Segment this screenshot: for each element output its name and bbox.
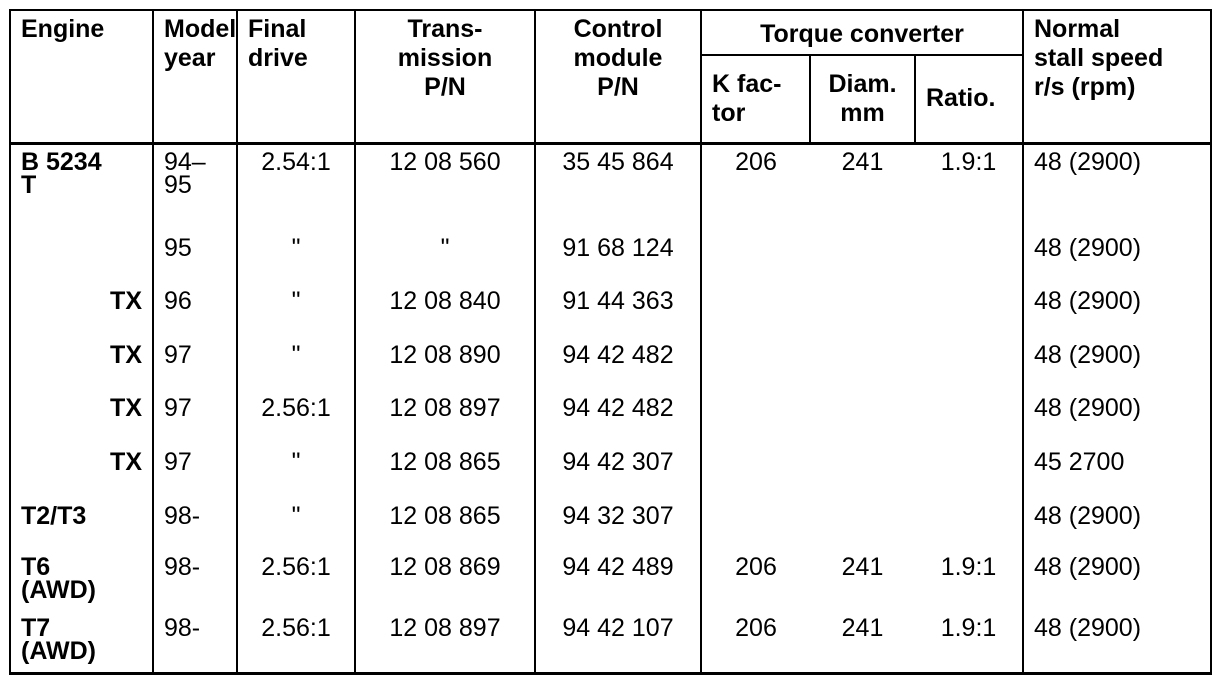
final-drive-cell: 2.56:1 — [237, 391, 355, 444]
k-factor-cell: 206 — [701, 143, 810, 231]
final-drive-cell: " — [237, 445, 355, 500]
engine-cell: TX — [10, 445, 153, 500]
transmission-cell: 12 08 869 — [355, 550, 535, 611]
stall-speed-cell: 48 (2900) — [1023, 338, 1211, 391]
diam-cell — [810, 445, 915, 500]
control-module-cell: 94 42 107 — [535, 611, 701, 673]
engine-cell: TX — [10, 338, 153, 391]
header-final-drive: Final drive — [237, 10, 355, 143]
control-module-cell: 94 42 489 — [535, 550, 701, 611]
ratio-cell: 1.9:1 — [915, 550, 1023, 611]
k-factor-cell — [701, 284, 810, 337]
model-year-cell: 97 — [153, 445, 237, 500]
model-year-cell: 97 — [153, 391, 237, 444]
table-row — [10, 143, 1211, 231]
control-module-cell: 91 68 124 — [535, 231, 701, 284]
stall-speed-cell: 48 (2900) — [1023, 611, 1211, 673]
model-year-cell: 95 — [153, 231, 237, 284]
final-drive-cell: " — [237, 284, 355, 337]
table-row — [10, 284, 1211, 337]
model-year-cell: 98- — [153, 499, 237, 550]
table-body — [10, 143, 1211, 674]
diam-cell: 241 — [841, 147, 884, 176]
header-k-factor: K fac- tor — [701, 55, 810, 143]
final-drive-cell: " — [237, 338, 355, 391]
table-row — [10, 231, 1211, 284]
control-module-cell: 94 42 482 — [535, 338, 701, 391]
ratio-cell: 1.9:1 — [915, 143, 1023, 231]
engine-cell: B 5234 T — [10, 143, 153, 231]
header-torque-converter: Torque converter — [701, 10, 1023, 55]
final-drive-cell: 2.56:1 — [237, 550, 355, 611]
diam-cell: 241 — [841, 553, 884, 582]
control-module-cell: 35 45 864 — [535, 143, 701, 231]
header-transmission: Trans- mission P/N — [355, 10, 535, 143]
ratio-cell — [915, 445, 1023, 500]
transmission-cell: 12 08 897 — [355, 391, 535, 444]
spec-table — [9, 9, 1212, 675]
header-ratio: Ratio. — [915, 55, 1023, 143]
ratio-cell: 1.9:1 — [915, 611, 1023, 673]
engine-cell — [10, 231, 153, 284]
control-module-cell: 94 42 482 — [535, 391, 701, 444]
engine-cell: T7 (AWD) — [10, 611, 153, 673]
ratio-cell — [915, 338, 1023, 391]
transmission-cell: 12 08 865 — [355, 499, 535, 550]
diam-cell — [810, 284, 915, 337]
ratio-cell — [915, 499, 1023, 550]
model-year-cell: 96 — [153, 284, 237, 337]
ratio-cell — [915, 391, 1023, 444]
table-row — [10, 445, 1211, 500]
k-factor-cell: 206 — [701, 611, 810, 673]
k-factor-cell — [701, 499, 810, 550]
control-module-cell: 91 44 363 — [535, 284, 701, 337]
diam-cell — [810, 338, 915, 391]
final-drive-cell: 2.56:1 — [237, 611, 355, 673]
stall-speed-cell: 48 (2900) — [1023, 550, 1211, 611]
diam-cell — [810, 391, 915, 444]
engine-cell: TX — [10, 391, 153, 444]
final-drive-cell: 2.54:1 — [237, 143, 355, 231]
header-control-module: Control module P/N — [535, 10, 701, 143]
stall-speed-cell: 48 (2900) — [1023, 284, 1211, 337]
stall-speed-cell: 48 (2900) — [1023, 143, 1211, 231]
header-engine: Engine — [10, 10, 153, 143]
model-year-cell: 97 — [153, 338, 237, 391]
header-model-year: Model year — [153, 10, 237, 143]
transmission-cell: 12 08 840 — [355, 284, 535, 337]
final-drive-cell: " — [237, 231, 355, 284]
ratio-cell — [915, 284, 1023, 337]
header-stall-speed: Normal stall speed r/s (rpm) — [1023, 10, 1211, 143]
stall-speed-cell: 48 (2900) — [1023, 391, 1211, 444]
transmission-cell: 12 08 897 — [355, 611, 535, 673]
model-year-cell: 98- — [153, 550, 237, 611]
table-row — [10, 611, 1211, 673]
engine-cell: T6 (AWD) — [10, 550, 153, 611]
final-drive-cell: " — [237, 499, 355, 550]
control-module-cell: 94 42 307 — [535, 445, 701, 500]
stall-speed-cell: 48 (2900) — [1023, 499, 1211, 550]
model-year-cell: 94– 95 — [153, 143, 237, 231]
table-row — [10, 499, 1211, 550]
diam-cell: 241 — [810, 611, 915, 673]
engine-cell: T2/T3 — [10, 499, 153, 550]
table-row — [10, 338, 1211, 391]
ratio-cell — [915, 231, 1023, 284]
control-module-cell: 94 32 307 — [535, 499, 701, 550]
transmission-cell: " — [355, 231, 535, 284]
transmission-cell: 12 08 560 — [355, 143, 535, 231]
k-factor-cell — [701, 231, 810, 284]
diam-cell — [810, 499, 915, 550]
k-factor-cell: 206 — [701, 550, 810, 611]
transmission-cell: 12 08 890 — [355, 338, 535, 391]
k-factor-cell — [701, 338, 810, 391]
table-row — [10, 391, 1211, 444]
header-diam: Diam. mm — [810, 55, 915, 143]
table-row — [10, 550, 1211, 611]
diam-cell — [810, 231, 915, 284]
engine-cell: TX — [10, 284, 153, 337]
model-year-cell: 98- — [153, 611, 237, 673]
stall-speed-cell: 48 (2900) — [1023, 231, 1211, 284]
k-factor-cell — [701, 391, 810, 444]
k-factor-cell — [701, 445, 810, 500]
transmission-cell: 12 08 865 — [355, 445, 535, 500]
stall-speed-cell: 45 2700 — [1023, 445, 1211, 500]
